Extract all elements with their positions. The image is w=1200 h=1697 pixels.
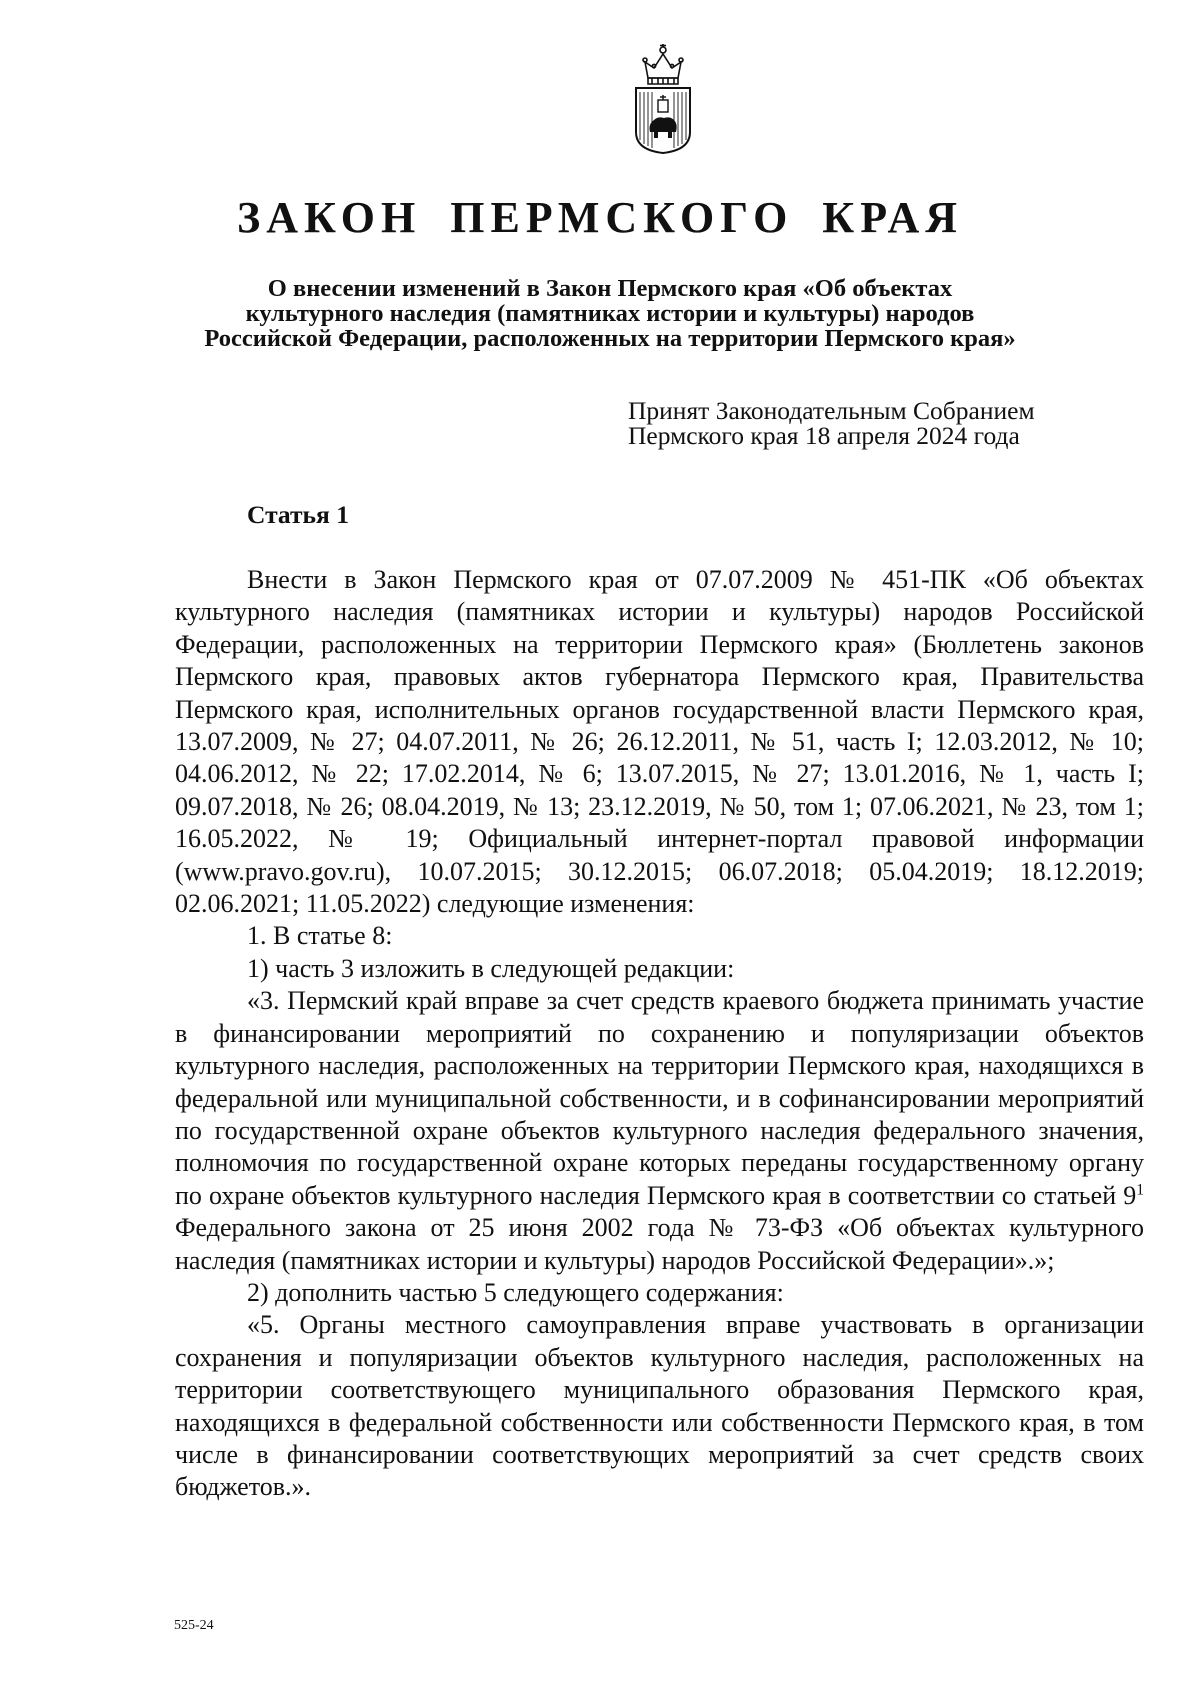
- article-heading: Статья 1: [247, 500, 349, 529]
- part-3-superscript: 1: [1136, 1181, 1144, 1199]
- article-subpoint-1: 1) часть 3 изложить в следующей редакции:: [247, 953, 735, 983]
- adoption-line: Пермского края 18 апреля 2024 года: [628, 421, 1020, 450]
- article-point-1: 1. В статье 8:: [247, 921, 393, 951]
- law-subtitle-line: культурного наследия (памятниках истории и культуры) народов: [245, 300, 975, 327]
- part-3-text-before: «3. Пермский край вправе за счет средств краевого бюджета принимать участие в финансировании мероприятий по сохранению и популяризации объектов культурного наследия, расположенных на территории Пермского края, находящихся в федеральной или муниципальной собственности, и в софинансировании мероприятий по государственной охране объектов культурного наследия федерального значения, полномочия по государственной охране которых переданы государственному органу по охране объектов культурного наследия Пермского края в соответствии со статьей 9: [175, 986, 1144, 1210]
- adoption-line: Принят Законодательным Собранием: [628, 396, 1035, 425]
- part-3-text-after: Федерального закона от 25 июня 2002 года № 73-ФЗ «Об объектах культурного наследия (памятниках истории и культуры) народов Российской Федерации».»;: [175, 1213, 1144, 1275]
- law-subtitle: [160, 276, 1060, 351]
- article-body: [175, 564, 1144, 1504]
- article-part-5-text: «5. Органы местного самоуправления вправе участвовать в организации сохранения и популяризации объектов культурного наследия, расположенных на территории соответствующего муниципального образования Пермского края, находящихся в федеральной собственности или собственности Пермского края, в том числе в финансировании соответствующих мероприятий за счет средств своих бюджетов.».: [175, 1310, 1144, 1502]
- law-subtitle-line: Российской Федерации, расположенных на территории Пермского края»: [204, 325, 1016, 352]
- article-subpoint-2: 2) дополнить частью 5 следующего содержания:: [247, 1277, 784, 1307]
- document-number: 525-24: [174, 1618, 214, 1633]
- coat-of-arms-icon: [628, 40, 698, 155]
- adoption-note: [628, 398, 1148, 448]
- article-part-3-text: [175, 985, 1144, 1277]
- law-subtitle-line: О внесении изменений в Закон Пермского края «Об объектах: [267, 275, 953, 302]
- law-title: ЗАКОН ПЕРМСКОГО КРАЯ: [236, 193, 964, 242]
- article-intro-paragraph: Внести в Закон Пермского края от 07.07.2009 № 451-ПК «Об объектах культурного наследия (памятниках истории и культуры) народов Российской Федерации, расположенных на территории Пермского края» (Бюллетень законов Пермского края, правовых актов губернатора Пермского края, Правительства Пермского края, исполнительных органов государственной власти Пермского края, 13.07.2009, № 27; 04.07.2011, № 26; 26.12.2011, № 51, часть I; 12.03.2012, № 10; 04.06.2012, № 22; 17.02.2014, № 6; 13.07.2015, № 27; 13.01.2016, № 1, часть I; 09.07.2018, № 26; 08.04.2019, № 13; 23.12.2019, № 50, том 1; 07.06.2021, № 23, том 1; 16.05.2022, № 19; Официальный интернет-портал правовой информации (www.pravo.gov.ru), 10.07.2015; 30.12.2015; 06.07.2018; 05.04.2019; 18.12.2019; 02.06.2021; 11.05.2022) следующие изменения:: [175, 565, 1144, 919]
